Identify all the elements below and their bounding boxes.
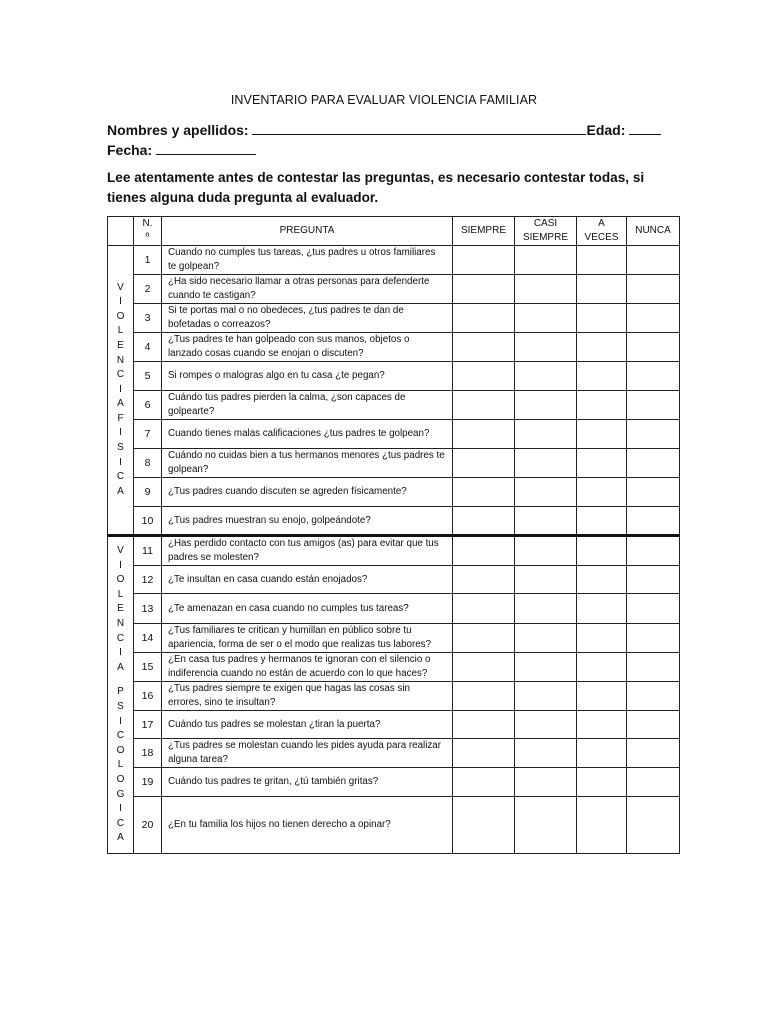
answer-never-cell[interactable] xyxy=(627,566,680,594)
table-row xyxy=(108,362,680,391)
answer-sometimes-cell[interactable] xyxy=(577,566,627,594)
answer-almost-always-cell[interactable] xyxy=(515,304,577,333)
answer-never-cell[interactable] xyxy=(627,653,680,682)
question-number: 2 xyxy=(134,275,162,304)
question-text: Cuándo tus padres te gritan, ¿tú también gritas? xyxy=(162,768,453,797)
answer-never-cell[interactable] xyxy=(627,594,680,624)
answer-almost-always-cell[interactable] xyxy=(515,275,577,304)
question-number: 19 xyxy=(134,768,162,797)
answer-never-cell[interactable] xyxy=(627,420,680,449)
table-row xyxy=(108,594,680,624)
answer-sometimes-cell[interactable] xyxy=(577,362,627,391)
question-text: ¿En tu familia los hijos no tienen derecho a opinar? xyxy=(162,797,453,854)
answer-almost-always-cell[interactable] xyxy=(515,566,577,594)
table-row xyxy=(108,246,680,275)
answer-sometimes-cell[interactable] xyxy=(577,507,627,536)
answer-almost-always-cell[interactable] xyxy=(515,333,577,362)
answer-always-cell[interactable] xyxy=(453,797,515,854)
category-psychological-violence xyxy=(108,536,134,854)
answer-never-cell[interactable] xyxy=(627,768,680,797)
answer-almost-always-cell[interactable] xyxy=(515,739,577,768)
answer-always-cell[interactable] xyxy=(453,536,515,566)
question-text: ¿Tus padres siempre te exigen que hagas las cosas sin errores, sino te insultan? xyxy=(162,682,453,711)
answer-never-cell[interactable] xyxy=(627,362,680,391)
answer-never-cell[interactable] xyxy=(627,507,680,536)
number-header-line1: N. xyxy=(142,218,153,229)
answer-almost-always-cell[interactable] xyxy=(515,768,577,797)
question-number: 7 xyxy=(134,420,162,449)
answer-sometimes-cell[interactable] xyxy=(577,624,627,653)
question-number: 13 xyxy=(134,594,162,624)
answer-sometimes-cell[interactable] xyxy=(577,304,627,333)
question-header: PREGUNTA xyxy=(162,217,453,246)
table-row xyxy=(108,682,680,711)
sometimes-header xyxy=(577,217,627,246)
table-row xyxy=(108,333,680,362)
answer-almost-always-cell[interactable] xyxy=(515,653,577,682)
date-field[interactable] xyxy=(156,142,256,155)
answer-never-cell[interactable] xyxy=(627,711,680,739)
question-text: ¿Tus padres te han golpeado con sus manos, objetos o lanzado cosas cuando se enojan o discuten? xyxy=(162,333,453,362)
answer-almost-always-cell[interactable] xyxy=(515,594,577,624)
answer-always-cell[interactable] xyxy=(453,478,515,507)
almost-always-header xyxy=(515,217,577,246)
question-text: ¿Tus padres muestran su enojo, golpeándote? xyxy=(162,507,453,536)
answer-almost-always-cell[interactable] xyxy=(515,536,577,566)
number-header-line2: º xyxy=(145,232,150,243)
question-text: ¿Te insultan en casa cuando están enojados? xyxy=(162,566,453,594)
table-row xyxy=(108,275,680,304)
answer-sometimes-cell[interactable] xyxy=(577,420,627,449)
answer-sometimes-cell[interactable] xyxy=(577,333,627,362)
question-text: ¿Has perdido contacto con tus amigos (as) para evitar que tus padres se molesten? xyxy=(162,536,453,566)
question-number: 18 xyxy=(134,739,162,768)
question-text: Si te portas mal o no obedeces, ¿tus padres te dan de bofetadas o correazos? xyxy=(162,304,453,333)
table-row xyxy=(108,566,680,594)
question-text: Cuándo tus padres se molestan ¿tiran la puerta? xyxy=(162,711,453,739)
answer-never-cell[interactable] xyxy=(627,536,680,566)
table-row xyxy=(108,711,680,739)
answer-sometimes-cell[interactable] xyxy=(577,449,627,478)
question-number: 4 xyxy=(134,333,162,362)
always-header: SIEMPRE xyxy=(453,217,515,246)
answer-never-cell[interactable] xyxy=(627,304,680,333)
age-label: Edad: xyxy=(586,122,626,138)
question-number: 8 xyxy=(134,449,162,478)
answer-never-cell[interactable] xyxy=(627,624,680,653)
question-text: ¿Tus padres se molestan cuando les pides ayuda para realizar alguna tarea? xyxy=(162,739,453,768)
answer-always-cell[interactable] xyxy=(453,391,515,420)
answer-almost-always-cell[interactable] xyxy=(515,507,577,536)
instructions: Lee atentamente antes de contestar las preguntas, es necesario contestar todas, si tienes alguna duda pregunta al evaluador. xyxy=(107,170,645,205)
answer-never-cell[interactable] xyxy=(627,246,680,275)
never-header: NUNCA xyxy=(627,217,680,246)
answer-never-cell[interactable] xyxy=(627,797,680,854)
answer-never-cell[interactable] xyxy=(627,449,680,478)
almost-always-line2: SIEMPRE xyxy=(522,232,568,243)
header-row xyxy=(108,217,680,246)
table-row xyxy=(108,739,680,768)
answer-always-cell[interactable] xyxy=(453,275,515,304)
answer-sometimes-cell[interactable] xyxy=(577,594,627,624)
answer-always-cell[interactable] xyxy=(453,362,515,391)
question-number: 16 xyxy=(134,682,162,711)
document-title: INVENTARIO PARA EVALUAR VIOLENCIA FAMILIAR xyxy=(230,93,538,107)
survey-table xyxy=(107,216,680,854)
answer-always-cell[interactable] xyxy=(453,304,515,333)
answer-always-cell[interactable] xyxy=(453,507,515,536)
answer-sometimes-cell[interactable] xyxy=(577,536,627,566)
name-field[interactable] xyxy=(252,122,586,135)
question-number: 5 xyxy=(134,362,162,391)
answer-sometimes-cell[interactable] xyxy=(577,797,627,854)
answer-always-cell[interactable] xyxy=(453,653,515,682)
table-row xyxy=(108,797,680,854)
name-label: Nombres y apellidos: xyxy=(107,122,249,138)
question-text: ¿Tus padres cuando discuten se agreden físicamente? xyxy=(162,478,453,507)
answer-always-cell[interactable] xyxy=(453,420,515,449)
answer-always-cell[interactable] xyxy=(453,711,515,739)
table-row xyxy=(108,449,680,478)
sometimes-line1: A xyxy=(598,218,605,229)
table-row xyxy=(108,420,680,449)
answer-almost-always-cell[interactable] xyxy=(515,624,577,653)
question-text: Cuando tienes malas calificaciones ¿tus padres te golpean? xyxy=(162,420,453,449)
answer-never-cell[interactable] xyxy=(627,275,680,304)
answer-always-cell[interactable] xyxy=(453,566,515,594)
answer-almost-always-cell[interactable] xyxy=(515,391,577,420)
question-text: ¿Tus familiares te critican y humillan en público sobre tu apariencia, forma de ser o el modo que realizas tus labores? xyxy=(162,624,453,653)
table-row xyxy=(108,507,680,536)
answer-sometimes-cell[interactable] xyxy=(577,246,627,275)
answer-sometimes-cell[interactable] xyxy=(577,275,627,304)
answer-sometimes-cell[interactable] xyxy=(577,682,627,711)
question-number: 14 xyxy=(134,624,162,653)
question-number: 12 xyxy=(134,566,162,594)
answer-always-cell[interactable] xyxy=(453,449,515,478)
question-number: 1 xyxy=(134,246,162,275)
question-number: 10 xyxy=(134,507,162,536)
answer-sometimes-cell[interactable] xyxy=(577,711,627,739)
table-row xyxy=(108,391,680,420)
question-text: Si rompes o malogras algo en tu casa ¿te pegan? xyxy=(162,362,453,391)
question-text: ¿En casa tus padres y hermanos te ignoran con el silencio o indiferencia cuando no están de acuerdo con lo que haces? xyxy=(162,653,453,682)
table-row xyxy=(108,653,680,682)
question-number: 6 xyxy=(134,391,162,420)
answer-sometimes-cell[interactable] xyxy=(577,653,627,682)
table-row xyxy=(108,624,680,653)
answer-sometimes-cell[interactable] xyxy=(577,739,627,768)
answer-never-cell[interactable] xyxy=(627,333,680,362)
question-text: ¿Ha sido necesario llamar a otras personas para defenderte cuando te castigan? xyxy=(162,275,453,304)
question-text: Cuándo no cuidas bien a tus hermanos menores ¿tus padres te golpean? xyxy=(162,449,453,478)
category-physical-violence xyxy=(108,246,134,536)
answer-sometimes-cell[interactable] xyxy=(577,391,627,420)
category-label: V I O L E N C I A F I S I C A xyxy=(116,281,125,497)
question-text: Cuándo tus padres pierden la calma, ¿son capaces de golpearte? xyxy=(162,391,453,420)
answer-never-cell[interactable] xyxy=(627,682,680,711)
category-header xyxy=(108,217,134,246)
answer-almost-always-cell[interactable] xyxy=(515,682,577,711)
answer-almost-always-cell[interactable] xyxy=(515,711,577,739)
question-number: 9 xyxy=(134,478,162,507)
answer-never-cell[interactable] xyxy=(627,391,680,420)
table-row xyxy=(108,304,680,333)
answer-almost-always-cell[interactable] xyxy=(515,362,577,391)
question-number: 17 xyxy=(134,711,162,739)
answer-never-cell[interactable] xyxy=(627,739,680,768)
answer-always-cell[interactable] xyxy=(453,594,515,624)
table-row xyxy=(108,768,680,797)
answer-almost-always-cell[interactable] xyxy=(515,449,577,478)
question-number: 20 xyxy=(134,797,162,854)
name-age-line xyxy=(107,122,661,138)
answer-always-cell[interactable] xyxy=(453,624,515,653)
answer-almost-always-cell[interactable] xyxy=(515,246,577,275)
answer-always-cell[interactable] xyxy=(453,739,515,768)
answer-sometimes-cell[interactable] xyxy=(577,768,627,797)
question-number: 11 xyxy=(134,536,162,566)
table-row xyxy=(108,536,680,566)
question-number: 15 xyxy=(134,653,162,682)
category-label: V I O L E N C I A P S I C O L O G I C A xyxy=(116,545,125,844)
number-header xyxy=(134,217,162,246)
question-number: 3 xyxy=(134,304,162,333)
almost-always-line1: CASI xyxy=(533,218,558,229)
table-row xyxy=(108,478,680,507)
answer-never-cell[interactable] xyxy=(627,478,680,507)
answer-almost-always-cell[interactable] xyxy=(515,420,577,449)
answer-always-cell[interactable] xyxy=(453,682,515,711)
question-text: Cuando no cumples tus tareas, ¿tus padres u otros familiares te golpean? xyxy=(162,246,453,275)
answer-always-cell[interactable] xyxy=(453,333,515,362)
answer-almost-always-cell[interactable] xyxy=(515,797,577,854)
answer-always-cell[interactable] xyxy=(453,246,515,275)
date-label: Fecha: xyxy=(107,142,153,158)
question-text: ¿Te amenazan en casa cuando no cumples tus tareas? xyxy=(162,594,453,624)
date-line xyxy=(107,142,256,158)
answer-always-cell[interactable] xyxy=(453,768,515,797)
age-field[interactable] xyxy=(629,122,661,135)
answer-almost-always-cell[interactable] xyxy=(515,478,577,507)
sometimes-line2: VECES xyxy=(584,232,619,243)
answer-sometimes-cell[interactable] xyxy=(577,478,627,507)
